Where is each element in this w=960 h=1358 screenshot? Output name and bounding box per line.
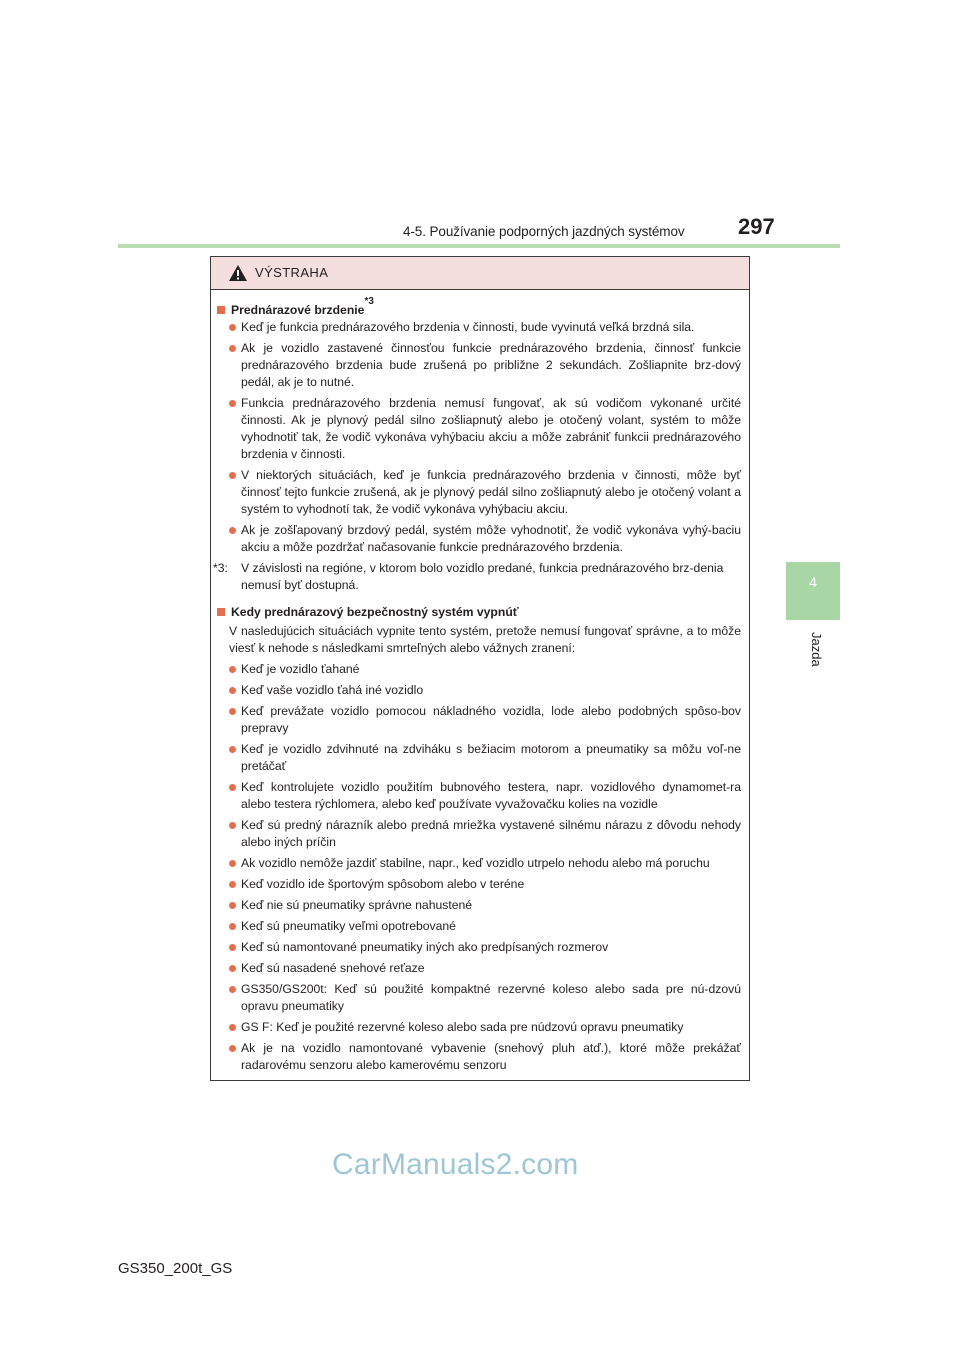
round-bullet-icon: [229, 784, 236, 791]
round-bullet-icon: [229, 472, 236, 479]
footnote: [213, 560, 741, 594]
square-bullet-icon: [217, 608, 225, 616]
section-heading-when-disable: [217, 604, 741, 621]
section-intro: V nasledujúcich situáciách vypnite tento systém, pretože nemusí fungovať správne, a to môže viesť k nehode s následkami smrteľných alebo vážnych zranení:: [229, 624, 741, 655]
list-item: [229, 340, 741, 391]
list-item-text: GS F: Keď je použité rezervné koleso alebo sada pre núdzovú opravu pneumatiky: [241, 1020, 684, 1034]
list-item: [229, 918, 741, 935]
list-item: [229, 522, 741, 556]
round-bullet-icon: [229, 687, 236, 694]
list-item-text: Ak vozidlo nemôže jazdiť stabilne, napr., keď vozidlo utrpelo nehodu alebo má poruchu: [241, 856, 710, 870]
list-item-text: Funkcia prednárazového brzdenia nemusí fungovať, ak sú vodičom vykonané určité činnosti. Ak je plynový pedál silno zošliapnutý alebo je otočený volant, systém to môže vyhodnotiť tak, že vodič vykonáva vyhýbaciu akciu a môže zabrániť funkcii prednárazového brzdenia v činnosti.: [241, 396, 741, 461]
list-item: [229, 855, 741, 872]
round-bullet-icon: [229, 666, 236, 673]
list-item-text: Keď je vozidlo ťahané: [241, 662, 360, 676]
list-item: [229, 682, 741, 699]
list-item-text: Keď sú nasadené snehové reťaze: [241, 961, 425, 975]
precollision-braking-list: [217, 319, 741, 556]
round-bullet-icon: [229, 923, 236, 930]
list-item: [229, 897, 741, 914]
round-bullet-icon: [229, 324, 236, 331]
page-number: 297: [738, 214, 775, 239]
round-bullet-icon: [229, 986, 236, 993]
list-item-text: GS350/GS200t: Keď sú použité kompaktné rezervné koleso alebo sada pre nú-dzovú opravu pneumatiky: [241, 982, 741, 1013]
list-item: [229, 467, 741, 518]
round-bullet-icon: [229, 860, 236, 867]
list-item: [229, 1040, 741, 1074]
warning-content: [211, 290, 749, 1074]
chapter-number: 4: [809, 574, 817, 590]
list-item: [229, 939, 741, 956]
list-item: [229, 741, 741, 775]
disable-situations-list: [217, 661, 741, 1074]
round-bullet-icon: [229, 881, 236, 888]
list-item-text: Ak je vozidlo zastavené činnosťou funkcie prednárazového brzdenia, činnosť funkcie prednárazového brzdenia bude zrušená po približne 2 sekundách. Zošliapnite brz-dový pedál, ak je to nutné.: [241, 341, 741, 389]
list-item: [229, 703, 741, 737]
round-bullet-icon: [229, 1024, 236, 1031]
warning-title: VÝSTRAHA: [255, 265, 329, 280]
warning-header: [211, 257, 749, 290]
list-item-text: Keď nie sú pneumatiky správne nahustené: [241, 898, 473, 912]
watermark: CarManuals2.com: [332, 1148, 579, 1181]
list-item-text: Keď kontrolujete vozidlo použitím bubnového testera, napr. vozidlového dynamomet-ra alebo testera rýchlomera, alebo keď používate vyvažovačku kolies na vozidle: [241, 780, 741, 811]
list-item-text: Keď vozidlo ide športovým spôsobom alebo v teréne: [241, 877, 525, 891]
list-item-text: Keď sú pneumatiky veľmi opotrebované: [241, 919, 456, 933]
list-item-text: Ak je zošľapovaný brzdový pedál, systém môže vyhodnotiť, že vodič vykonáva vyhý-baciu akciu a môže pozdržať načasovanie funkcie prednárazového brzdenia.: [241, 523, 741, 554]
footer-model-code: GS350_200t_GS: [118, 1260, 233, 1277]
list-item: [229, 661, 741, 678]
list-item: [229, 395, 741, 463]
section-heading-precollision-braking: Prednárazové brzdenie *3: [217, 302, 741, 319]
list-item: [229, 960, 741, 977]
footnote-mark: *3:: [213, 561, 228, 575]
footnote-text: V závislosti na regióne, v ktorom bolo vozidlo predané, funkcia prednárazového brz-denia nemusí byť dostupná.: [241, 561, 724, 592]
list-item: [229, 1019, 741, 1036]
round-bullet-icon: [229, 902, 236, 909]
list-item: [229, 817, 741, 851]
list-item: [229, 779, 741, 813]
round-bullet-icon: [229, 746, 236, 753]
header-rule: [118, 244, 840, 248]
list-item-text: Keď sú predný nárazník alebo predná mriežka vystavené silnému nárazu z dôvodu nehody alebo iných príčin: [241, 818, 741, 849]
round-bullet-icon: [229, 400, 236, 407]
list-item-text: Keď je funkcia prednárazového brzdenia v činnosti, bude vyvinutá veľká brzdná sila.: [241, 320, 695, 334]
list-item-text: Keď sú namontované pneumatiky iných ako predpísaných rozmerov: [241, 940, 609, 954]
round-bullet-icon: [229, 1045, 236, 1052]
list-item: [229, 319, 741, 336]
chapter-tab: [786, 562, 840, 620]
running-header-title: 4-5. Používanie podporných jazdných systémov: [403, 224, 685, 239]
square-bullet-icon: [217, 306, 225, 314]
round-bullet-icon: [229, 965, 236, 972]
round-bullet-icon: [229, 822, 236, 829]
list-item-text: Ak je na vozidlo namontované vybavenie (snehový pluh atď.), ktoré môže prekážať radarovému senzoru alebo kamerovému senzoru: [241, 1041, 741, 1072]
round-bullet-icon: [229, 527, 236, 534]
round-bullet-icon: [229, 708, 236, 715]
chapter-label: Jazda: [809, 632, 824, 667]
list-item: [229, 981, 741, 1015]
round-bullet-icon: [229, 345, 236, 352]
section-heading-text: Prednárazové brzdenie: [231, 303, 365, 317]
list-item-text: Keď je vozidlo zdvihnuté na zdviháku s bežiacim motorom a pneumatiky sa môžu voľ-ne pretáčať: [241, 742, 741, 773]
warning-triangle-icon: [228, 264, 248, 282]
warning-box: [210, 256, 750, 1081]
list-item-text: V niektorých situáciách, keď je funkcia prednárazového brzdenia v činnosti, môže byť činnosť tejto funkcie zrušená, ak je plynový pedál silno zošliapnutý alebo je otočený volant a systém to vyhodnotí tak, že vodič vykonáva vyhýbaciu akciu.: [241, 468, 741, 516]
list-item-text: Keď prevážate vozidlo pomocou nákladného vozidla, lode alebo podobných spôso-bov prepravy: [241, 704, 741, 735]
section-heading-text: Kedy prednárazový bezpečnostný systém vypnúť: [231, 605, 519, 619]
list-item: [229, 876, 741, 893]
round-bullet-icon: [229, 944, 236, 951]
list-item-text: Keď vaše vozidlo ťahá iné vozidlo: [241, 683, 424, 697]
